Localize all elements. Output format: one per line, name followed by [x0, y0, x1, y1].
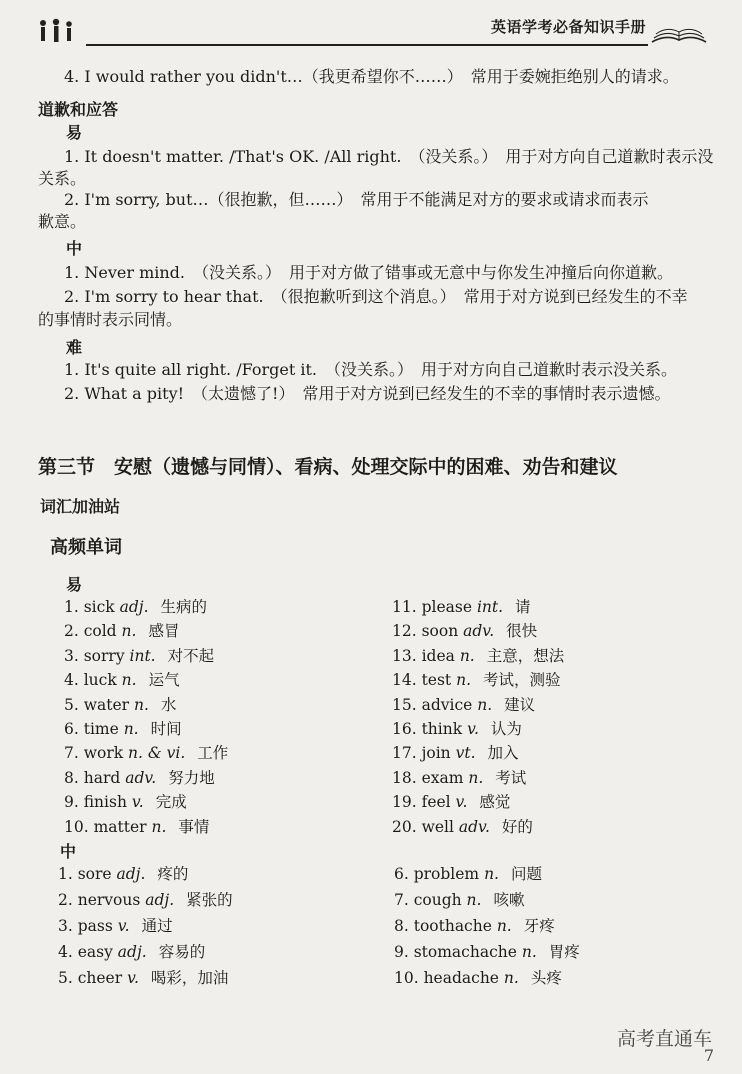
vocab-meaning: 疼的 [157, 865, 189, 883]
vocab-entry [64, 791, 187, 813]
vocab-word: 10. matter [64, 817, 152, 836]
apology-heading: 道歉和应答 [38, 100, 119, 119]
vocab-pos: n. [123, 720, 139, 738]
vocab-station-heading: 词汇加油站 [40, 497, 121, 516]
vocab-entry [58, 967, 228, 989]
level-label-mid: 中 [66, 239, 83, 258]
vocab-pos: n. [151, 817, 167, 836]
vocab-pos: n. [133, 695, 149, 714]
vocab-word: 19. feel [392, 793, 456, 812]
vocab-entry [394, 915, 555, 937]
vocab-word: 14. test [392, 671, 457, 690]
vocab-meaning: 认为 [490, 720, 522, 738]
vocab-word: 20. well [392, 817, 459, 836]
vocab-word: 9. finish [64, 793, 132, 812]
vocab-word: 18. exam [392, 768, 469, 787]
vocab-word: 15. advice [392, 695, 478, 714]
apology-line: 2. What a pity! （太遗憾了!） 常用于对方说到已经发生的不幸的事情时表示遗憾。 [64, 384, 671, 403]
vocab-entry [64, 694, 176, 716]
vocab-word: 9. stomachache [394, 943, 522, 961]
vocab-entry [394, 941, 580, 963]
vocab-pos: n. [468, 768, 484, 787]
vocab-pos: n. [121, 671, 137, 690]
vocab-meaning: 工作 [197, 744, 229, 763]
vocab-word: 3. sorry [64, 646, 130, 665]
vocab-pos: int. [129, 646, 156, 665]
vocab-word: 13. idea [392, 646, 460, 665]
vocab-meaning: 喝彩，加油 [150, 969, 229, 987]
vocab-pos: int. [476, 598, 504, 616]
vocab-entry [392, 816, 533, 838]
vocab-meaning: 主意，想法 [486, 646, 565, 665]
vocab-pos: v. [117, 917, 130, 935]
apology-line: 1. It's quite all right. /Forget it. （没关系。） 用于对方向自己道歉时表示没关系。 [64, 360, 677, 379]
vocab-pos: n. [503, 969, 519, 987]
vocab-entry [394, 967, 562, 989]
vocab-pos: n. [484, 865, 499, 883]
vocab-entry [392, 718, 522, 740]
open-book-icon [650, 20, 708, 46]
vocab-word: 2. nervous [58, 891, 146, 909]
vocab-pos: v. [455, 793, 468, 812]
vocab-pos: adj. [145, 891, 175, 909]
vocab-entry [392, 742, 519, 764]
vocab-pos: n. [496, 917, 512, 935]
apology-line: 1. Never mind. （没关系。） 用于对方做了错事或无意中与你发生冲撞后向你道歉。 [64, 263, 673, 282]
vocab-meaning: 头疼 [530, 969, 562, 987]
vocab-entry [64, 742, 228, 764]
vocab-pos: v. [467, 720, 479, 738]
apology-line: 2. I'm sorry, but…（很抱歉，但……） 常用于不能满足对方的要求或请求而表示 [64, 190, 649, 209]
apology-line: 1. It doesn't matter. /That's OK. /All right. （没关系。） 用于对方向自己道歉时表示没 [64, 147, 714, 166]
vocab-entry [64, 718, 182, 740]
vocab-entry [394, 889, 524, 911]
vocab-word: 11. please [392, 598, 477, 616]
vocab-pos: adv. [463, 622, 495, 641]
vocab-pos: n. [466, 891, 482, 909]
vocab-entry [392, 620, 537, 642]
vocab-word: 8. hard [64, 768, 126, 787]
vocab-word: 1. sore [58, 865, 117, 883]
vocab-meaning: 很快 [506, 622, 538, 641]
vocab-meaning: 胃疼 [548, 943, 580, 961]
apology-line: 歉意。 [38, 212, 87, 231]
vocab-word: 7. work [64, 744, 129, 763]
vocab-meaning: 时间 [150, 720, 182, 738]
high-frequency-words-heading: 高频单词 [50, 537, 122, 558]
watermark-text: 高考直通车 [616, 1028, 712, 1050]
apology-line: 2. I'm sorry to hear that. （很抱歉听到这个消息。） 常用于对方说到已经发生的不幸 [64, 287, 688, 306]
vocab-pos: adj. [116, 865, 146, 883]
vocab-entry [64, 620, 179, 642]
vocab-pos: adv. [125, 768, 157, 787]
vocab-meaning: 考试，测验 [483, 671, 561, 690]
section-title: 第三节 安慰（遗憾与同情）、看病、处理交际中的困难、劝告和建议 [38, 456, 618, 478]
vocab-entry [64, 596, 207, 618]
vocab-meaning: 考试 [495, 768, 527, 787]
people-logo-icon [36, 18, 80, 44]
vocab-word: 4. easy [58, 943, 118, 961]
vocab-word: 1. sick [64, 598, 120, 616]
page-number: 7 [703, 1046, 714, 1065]
vocab-meaning: 努力地 [168, 768, 215, 787]
vocab-pos: n. [456, 671, 472, 690]
vocab-word: 10. headache [394, 969, 504, 987]
vocab-word: 16. think [392, 720, 468, 738]
header-title: 英语学考必备知识手册 [490, 18, 646, 36]
header-rule [86, 44, 648, 46]
vocab-entry [392, 596, 531, 618]
vocab-word: 6. time [64, 720, 124, 738]
vocab-entry [64, 669, 180, 691]
apology-line: 的事情时表示同情。 [38, 310, 183, 329]
vocab-word: 8. toothache [394, 917, 497, 935]
vocab-pos: adv. [458, 817, 490, 836]
vocab-meaning: 对不起 [167, 646, 215, 665]
vocab-word: 6. problem [394, 865, 485, 883]
level-label-hard: 难 [66, 338, 83, 357]
vocab-meaning: 事情 [178, 817, 210, 836]
vocab-word: 7. cough [394, 891, 467, 909]
vocab-meaning: 通过 [141, 917, 173, 935]
level-label-easy: 易 [66, 123, 83, 142]
vocab-pos: adj. [117, 943, 147, 961]
vocab-entry [392, 645, 564, 667]
apology-line: 关系。 [38, 169, 87, 188]
vocab-meaning: 运气 [148, 671, 180, 690]
vocab-meaning: 加入 [487, 744, 519, 763]
vocab-entry [58, 889, 233, 911]
vocab-meaning: 好的 [501, 817, 533, 836]
vocab-entry [58, 941, 205, 963]
vocab-meaning: 感冒 [148, 622, 180, 641]
vocab-meaning: 容易的 [158, 943, 206, 961]
vocab-meaning: 水 [160, 695, 177, 714]
vocab-pos: vt. [455, 744, 476, 763]
vocab-pos: v. [131, 793, 144, 812]
vocab-word: 3. pass [58, 917, 118, 935]
vocab-pos: n. & vi. [128, 744, 186, 763]
vocab-entry [64, 816, 209, 838]
vocab-pos: n. [477, 695, 493, 714]
vocab-pos: n. [121, 622, 137, 641]
vocab-meaning: 完成 [155, 793, 187, 812]
vocab-word: 12. soon [392, 622, 464, 641]
vocab-pos: v. [127, 969, 139, 987]
vocab-entry [392, 767, 526, 789]
vocab-entry [64, 767, 215, 789]
vocab-pos: n. [521, 943, 537, 961]
page-header [36, 14, 708, 48]
vocab-meaning: 生病的 [160, 598, 208, 616]
vocab-meaning: 紧张的 [186, 891, 233, 909]
vocab-level-easy: 易 [66, 575, 83, 594]
vocab-pos: n. [459, 646, 475, 665]
vocab-entry [58, 863, 188, 885]
vocab-word: 2. cold [64, 622, 122, 641]
vocab-entry [58, 915, 173, 937]
vocab-word: 17. join [392, 744, 456, 763]
vocab-meaning: 请 [515, 598, 531, 616]
vocab-entry [64, 645, 214, 667]
vocab-word: 4. luck [64, 671, 122, 690]
vocab-word: 5. water [64, 695, 134, 714]
vocab-entry [392, 669, 561, 691]
vocab-meaning: 感觉 [479, 793, 511, 812]
vocab-entry [392, 791, 510, 813]
vocab-level-mid: 中 [60, 842, 77, 861]
vocab-meaning: 建议 [504, 695, 536, 714]
vocab-meaning: 牙疼 [523, 917, 555, 935]
vocab-meaning: 问题 [510, 865, 542, 883]
vocab-entry [394, 863, 542, 885]
intro-line: 4. I would rather you didn't…（我更希望你不……） 常用于委婉拒绝别人的请求。 [64, 67, 679, 86]
vocab-pos: adj. [119, 598, 149, 616]
vocab-meaning: 咳嗽 [493, 891, 525, 909]
vocab-word: 5. cheer [58, 969, 128, 987]
vocab-entry [392, 694, 535, 716]
